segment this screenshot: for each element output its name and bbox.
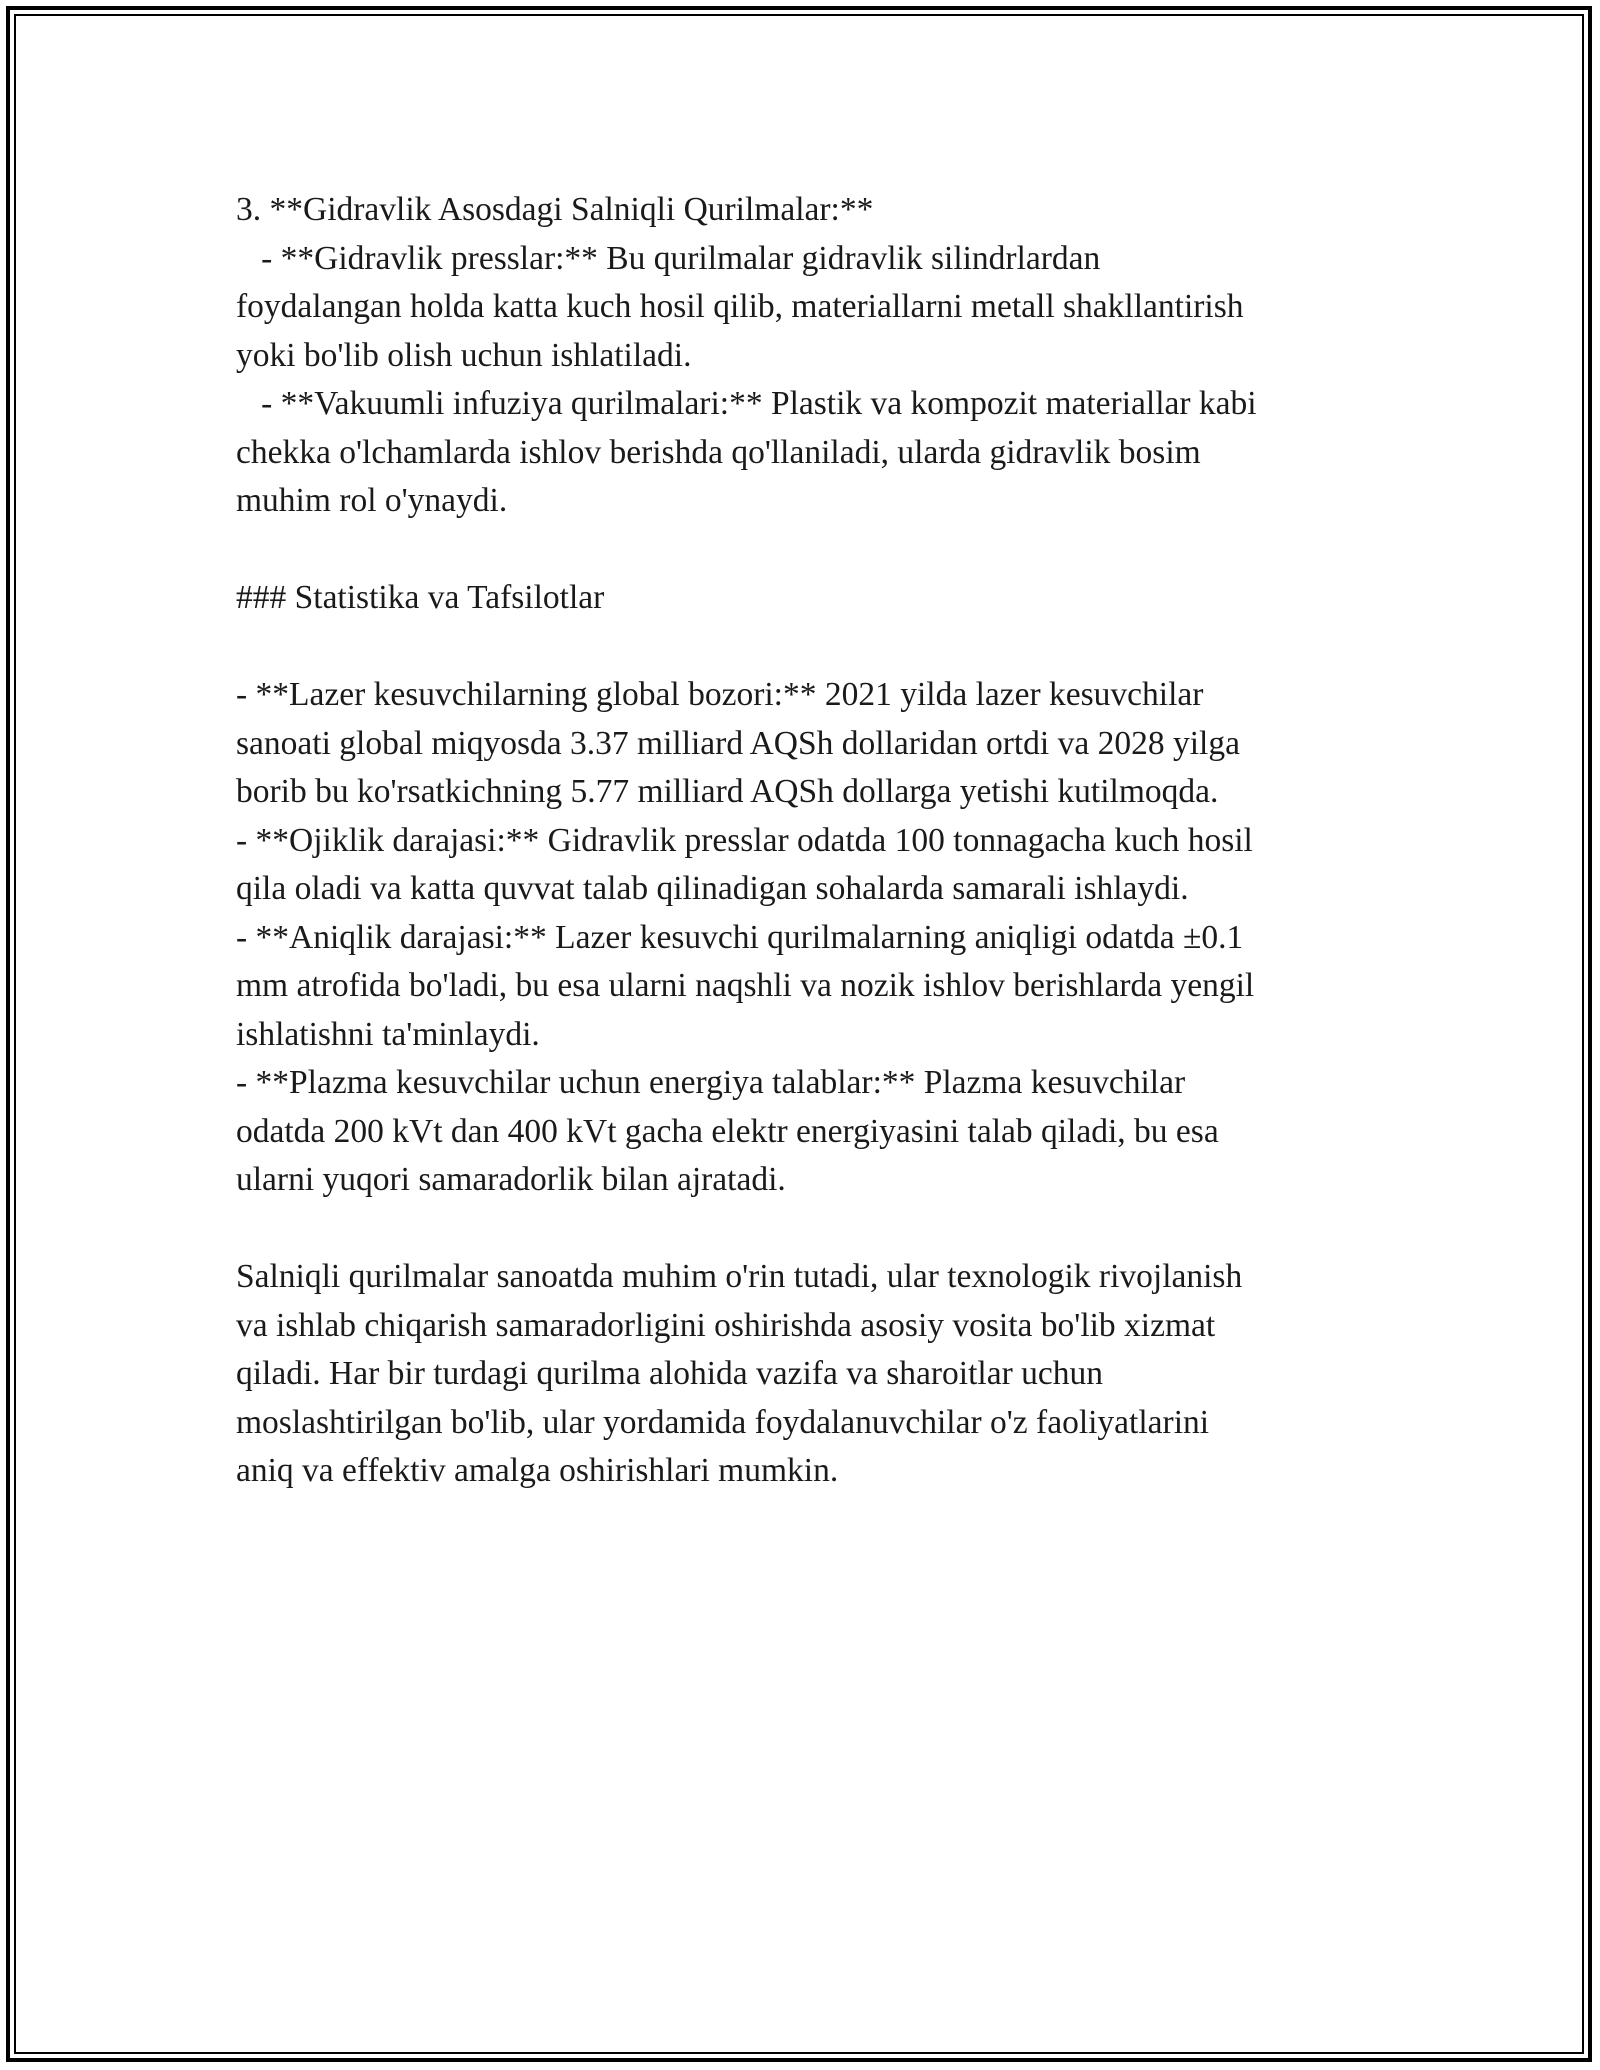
- spacer: [236, 623, 1376, 672]
- stats-item-capacity: [236, 817, 1376, 914]
- spacer: [236, 526, 1376, 575]
- section-3-heading: 3. **Gidravlik Asosdagi Salniqli Qurilmalar:**: [236, 191, 874, 228]
- text-line: ularni yuqori samaradorlik bilan ajratadi.: [236, 1161, 786, 1198]
- stats-item-laser-market: [236, 671, 1376, 817]
- text-line: chekka o'lchamlarda ishlov berishda qo'llaniladi, ularda gidravlik bosim: [236, 433, 1201, 471]
- text-line: yoki bo'lib olish uchun ishlatiladi.: [236, 336, 692, 374]
- stats-item-precision: [236, 914, 1376, 1060]
- text-line: aniq va effektiv amalga oshirishlari mumkin.: [236, 1452, 839, 1489]
- text-line: foydalangan holda katta kuch hosil qilib, materiallarni metall shakllantirish: [236, 288, 1244, 325]
- stats-item-plasma-energy: [236, 1059, 1376, 1205]
- text-line: odatda 200 kVt dan 400 kVt gacha elektr energiyasini talab qiladi, bu esa: [236, 1112, 1219, 1150]
- text-line: mm atrofida bo'ladi, bu esa ularni naqshli va nozik ishlov berishlarda yengil: [236, 967, 1255, 1004]
- text-line: - **Gidravlik presslar:** Bu qurilmalar gidravlik silindrlardan: [236, 239, 1101, 277]
- text-line: - **Lazer kesuvchilarning global bozori:** 2021 yilda lazer kesuvchilar: [236, 676, 1204, 713]
- text-line: moslashtirilgan bo'lib, ular yordamida foydalanuvchilar o'z faoliyatlarini: [236, 1403, 1210, 1441]
- text-line: - **Vakuumli infuziya qurilmalari:** Plastik va kompozit materiallar kabi: [236, 385, 1257, 422]
- text-line: qila oladi va katta quvvat talab qilinadigan sohalarda samarali ishlaydi.: [236, 870, 1189, 907]
- conclusion-paragraph: [236, 1253, 1376, 1496]
- text-line: ishlatishni ta'minlaydi.: [236, 1015, 540, 1053]
- text-line: Salniqli qurilmalar sanoatda muhim o'rin tutadi, ular texnologik rivojlanish: [236, 1258, 1243, 1295]
- text-line: - **Ojiklik darajasi:** Gidravlik presslar odatda 100 tonnagacha kuch hosil: [236, 821, 1253, 859]
- text-line: muhim rol o'ynaydi.: [236, 482, 508, 519]
- spacer: [236, 1205, 1376, 1254]
- text-line: sanoati global miqyosda 3.37 milliard AQSh dollaridan ortdi va 2028 yilga: [236, 724, 1240, 762]
- text-line: qiladi. Har bir turdagi qurilma alohida vazifa va sharoitlar uchun: [236, 1355, 1103, 1392]
- text-line: borib bu ko'rsatkichning 5.77 milliard AQSh dollarga yetishi kutilmoqda.: [236, 773, 1219, 810]
- document-body: [236, 186, 1376, 1496]
- text-line: va ishlab chiqarish samaradorligini oshirishda asosiy vosita bo'lib xizmat: [236, 1306, 1216, 1344]
- list-item-vacuum-infusion: [236, 380, 1376, 526]
- list-item-hydraulic-presses: [236, 235, 1376, 381]
- text-line: - **Plazma kesuvchilar uchun energiya talablar:** Plazma kesuvchilar: [236, 1064, 1186, 1101]
- stats-heading: ### Statistika va Tafsilotlar: [236, 579, 605, 616]
- text-line: - **Aniqlik darajasi:** Lazer kesuvchi qurilmalarning aniqligi odatda ±0.1: [236, 918, 1244, 956]
